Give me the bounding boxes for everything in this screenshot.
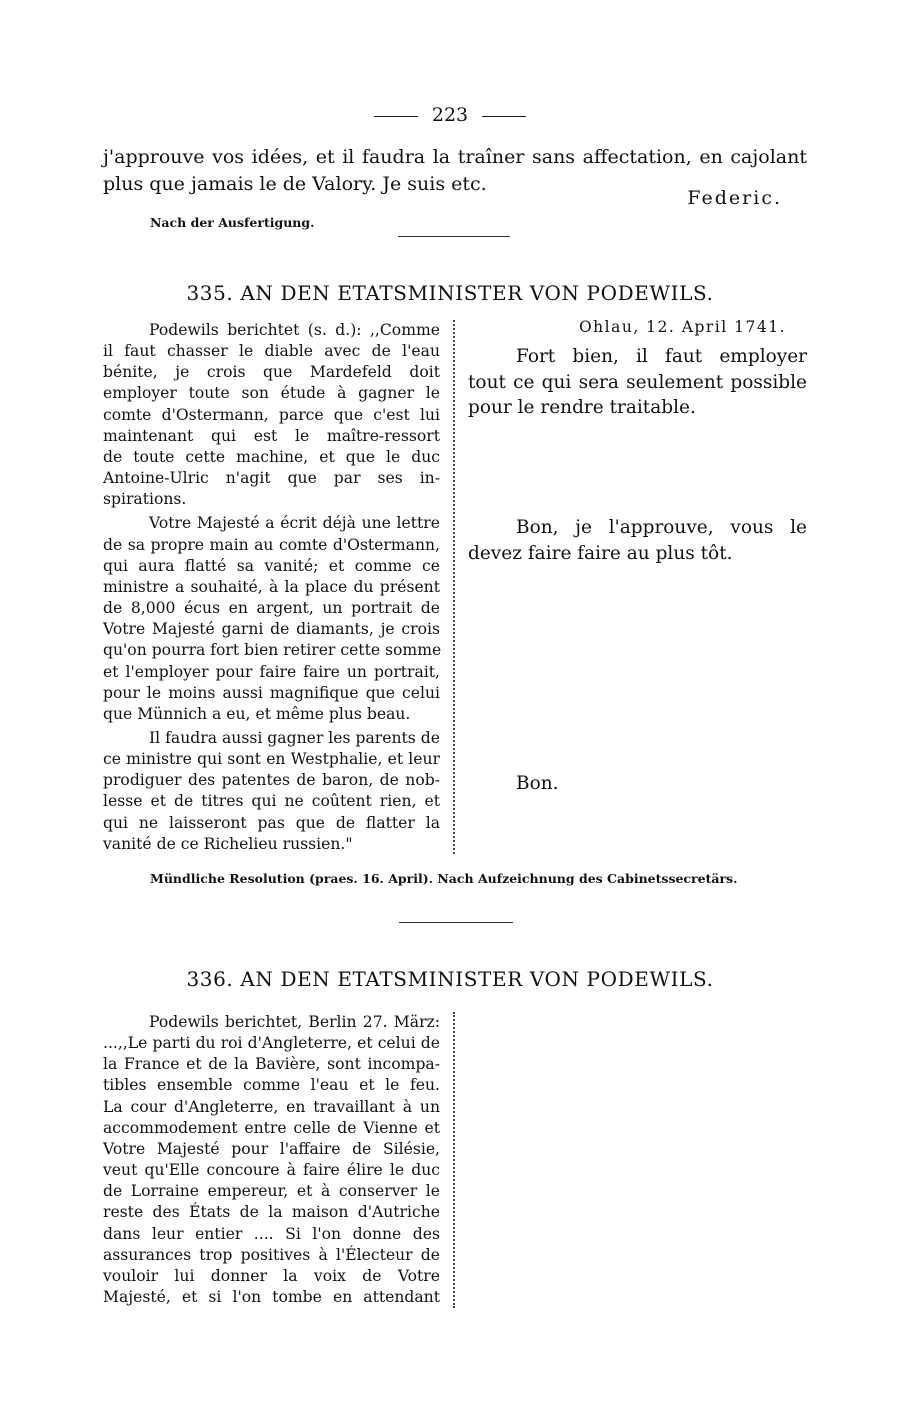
report-paragraph-1 xyxy=(103,1012,440,1308)
text-line: Podewils berichtet (s. d.): ,,Comme xyxy=(149,321,440,339)
letter-335-report xyxy=(103,320,440,855)
text-line: Il faudra aussi gagner les parents de xyxy=(149,728,440,747)
text-line: lesse et de titres qui ne coûtent rien, et xyxy=(103,792,440,811)
text-line: vouloir lui donner la voix de Votre xyxy=(103,1266,440,1285)
text-line: Antoine-Ulric n'agit que par ses in- xyxy=(103,469,440,488)
text-line: comte d'Ostermann, parce que c'est lui xyxy=(103,405,440,424)
letter-336-heading: 336. AN DEN ETATSMINISTER VON PODEWILS. xyxy=(186,967,714,991)
intro-line-1-text: j'approuve vos idées, et il faudra la traîner sans affectation, en cajolant xyxy=(103,146,807,168)
text-line: tout ce qui sera seulement possible xyxy=(468,371,807,393)
text-line: Bon, je l'approuve, vous le xyxy=(516,517,807,538)
text-line: et l'employer pour faire faire un portrait, xyxy=(103,662,440,681)
text-line: Votre Majesté pour l'affaire de Silésie, xyxy=(103,1139,440,1158)
page-number-dash-right xyxy=(482,116,526,117)
text-line: que Münnich a eu, et même plus beau. xyxy=(103,704,411,723)
text-line: qui aura flatté sa vanité; et comme ce xyxy=(103,556,440,575)
text-line: assurances trop positives à l'Électeur de xyxy=(103,1245,440,1264)
text-line: Fort bien, il faut employer xyxy=(516,346,807,367)
section-rule xyxy=(399,922,513,923)
text-line: Votre Majesté a écrit déjà une lettre xyxy=(149,514,440,533)
text-line: pour le moins aussi magnifique que celui xyxy=(103,683,440,702)
text-line: ce ministre qui sont en Westphalie, et leur xyxy=(103,750,440,769)
text-line: reste des États de la maison d'Autriche xyxy=(103,1203,440,1222)
resolution-3: Bon. xyxy=(516,773,559,794)
column-divider xyxy=(453,320,455,854)
text-line: qu'on pourra fort bien retirer cette somme xyxy=(103,641,442,660)
intro-line-2: plus que jamais le de Valory. Je suis etc. xyxy=(103,173,487,195)
text-line: prodiguer des patentes de baron, de nob- xyxy=(103,771,440,790)
text-line: vanité de ce Richelieu russien." xyxy=(103,834,353,853)
report-paragraph-3 xyxy=(103,728,440,855)
signature: Federic. xyxy=(687,187,782,209)
text-line: bénite, je crois que Mardefeld doit xyxy=(103,363,440,382)
text-line: ministre a souhaité, à la place du présent xyxy=(103,577,440,596)
text-line: Majesté, et si l'on tombe en attendant xyxy=(103,1288,440,1307)
intro-line-1 xyxy=(103,146,807,168)
report-paragraph-2 xyxy=(103,513,440,725)
text-line: il faut chasser le diable avec de l'eau xyxy=(103,342,440,361)
letter-335-place-date: Ohlau, 12. April 1741. xyxy=(578,318,786,336)
text-line: spirations. xyxy=(103,490,187,509)
text-line: La cour d'Angleterre, en travaillant à un xyxy=(103,1097,440,1116)
resolution-2 xyxy=(468,515,807,566)
letter-335-source-note: Mündliche Resolution (praes. 16. April). Nach Aufzeichnung des Cabinetssecretärs. xyxy=(150,871,738,886)
letter-335-heading: 335. AN DEN ETATSMINISTER VON PODEWILS. xyxy=(186,281,714,305)
report-paragraph-1 xyxy=(103,320,440,510)
text-line: de 8,000 écus en argent, un portrait de xyxy=(103,599,440,618)
text-line: maintenant qui est le maître-ressort xyxy=(103,426,440,445)
text-line: pour le rendre traitable. xyxy=(468,397,696,418)
text-line: la France et de la Bavière, sont incompa- xyxy=(103,1055,440,1074)
text-line: employer toute son étude à gagner le xyxy=(103,384,440,403)
text-line: veut qu'Elle concoure à faire élire le duc xyxy=(103,1161,440,1180)
text-line: accommodement entre celle de Vienne et xyxy=(103,1118,440,1137)
text-line: devez faire faire au plus tôt. xyxy=(468,542,733,564)
text-line: de toute cette machine, et que le duc xyxy=(103,447,440,466)
page-number-text: 223 xyxy=(431,104,469,126)
letter-336-report xyxy=(103,1012,440,1308)
page-number-dash-left xyxy=(374,116,418,117)
text-line: qui ne laisseront pas que de flatter la xyxy=(103,813,440,832)
text-line: de sa propre main au comte d'Ostermann, xyxy=(103,535,440,554)
intro-source-note: Nach der Ausfertigung. xyxy=(150,215,315,230)
resolution-1 xyxy=(468,344,807,421)
column-divider xyxy=(453,1012,455,1308)
text-line: tibles ensemble comme l'eau et le feu. xyxy=(103,1076,440,1095)
text-line: de Lorraine empereur, et à conserver le xyxy=(103,1182,440,1201)
section-rule xyxy=(398,236,510,237)
text-line: Podewils berichtet, Berlin 27. März: xyxy=(149,1013,440,1031)
text-line: Votre Majesté garni de diamants, je crois xyxy=(103,620,440,639)
text-line: ...,,Le parti du roi d'Angleterre, et celui de xyxy=(103,1034,440,1053)
page-number xyxy=(0,104,900,126)
text-line: dans leur entier .... Si l'on donne des xyxy=(103,1224,440,1243)
